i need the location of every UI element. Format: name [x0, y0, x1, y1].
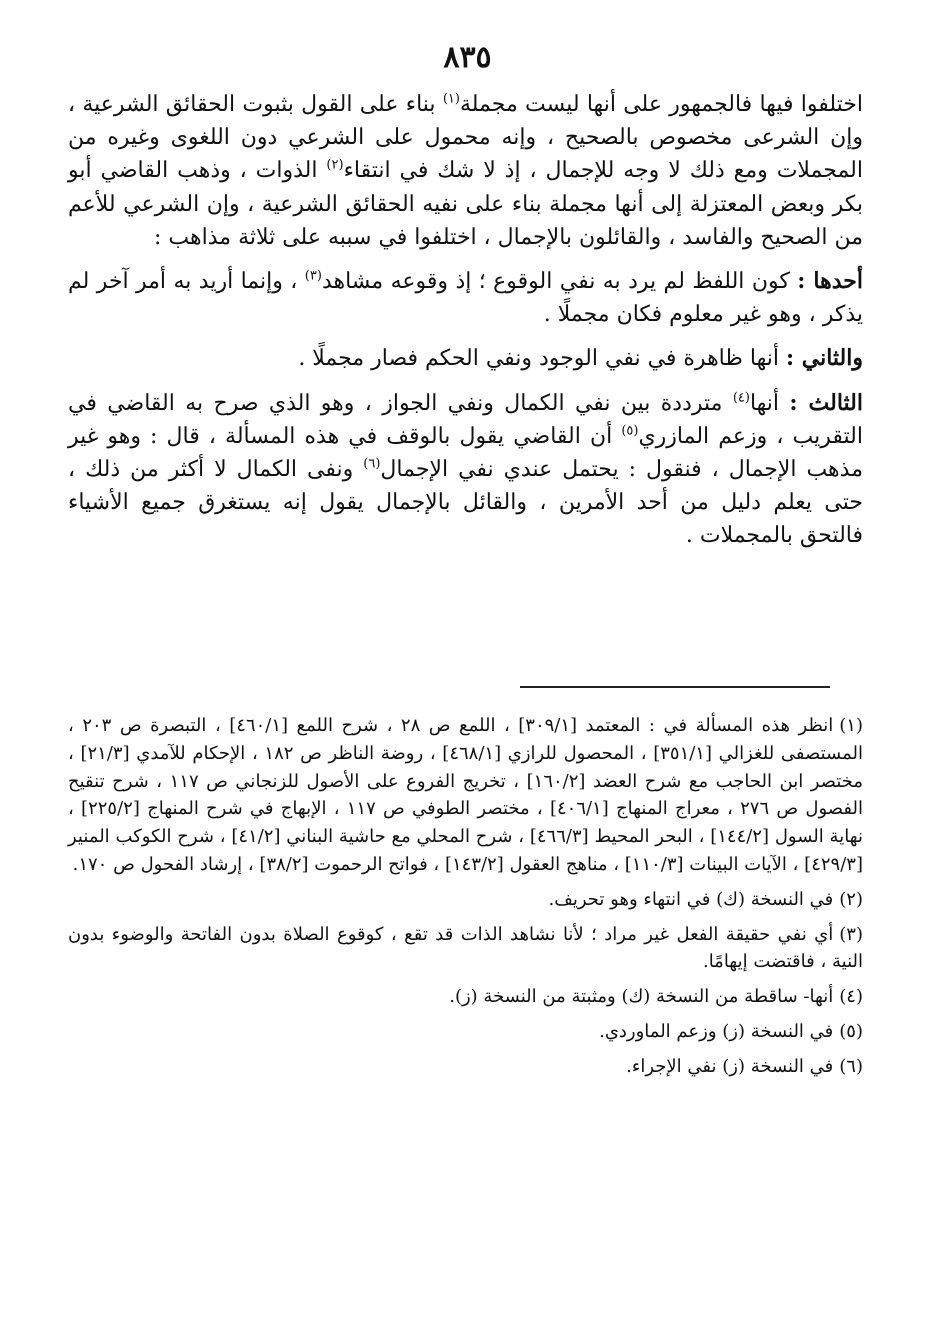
third-opinion-paragraph: الثالث : أنها$^{(٤)}$ مترددة بين نفي الكمال ونفي الجواز ، وهو الذي صرح به القاضي في التقريب ، وزعم المازري$^{(٥)}$ أن القاضي يقول بالوقف في هذه المسألة ، قال : وهو غير مذهب الإجمال ، فنقول : يحتمل عندي نفي الإجمال$^{(٦)}$ ونفى الكمال لا أكثر من ذلك ، حتى يعلم دليل من أحد الأمرين ، والقائل بالإجمال يقول إنه يستغرق جميع الأشياء فالتحق بالمجملات .	[68, 389, 863, 549]
footnote-number: (٤)	[839, 986, 863, 1008]
footnote-1	[68, 712, 863, 879]
footnote-text: أنها- ساقطة من النسخة (ك) ومثبتة من النسخة (ز).	[449, 986, 834, 1008]
third-opinion-lead: الثالث :	[789, 389, 863, 416]
footnote-4	[68, 983, 863, 1011]
footnote-text: في النسخة (ز) نفي الإجراء.	[626, 1055, 834, 1077]
page-number: ٨٣٥	[443, 40, 492, 75]
second-opinion-paragraph: والثاني : أنها ظاهرة في نفي الوجود ونفي الحكم فصار مجملًا .	[298, 345, 863, 372]
second-opinion-lead: والثاني :	[785, 345, 863, 372]
footnote-6	[68, 1053, 863, 1081]
footnote-2	[68, 886, 863, 914]
footnote-text: انظر هذه المسألة في : المعتمد [٣٠٩/١] ، اللمع ص ٢٨ ، شرح اللمع [٤٦٠/١] ، التبصرة ص ٢٠٣ ، المستصفى للغزالي [٣٥١/١] ، المحصول للرازي [٤٦٨/١] ، روضة الناظر ص ١٨٢ ، الإحكام للآمدي [٢١/٣] ، مختصر ابن الحاجب مع شرح العضد [١٦٠/٢] ، تخريج الفروع على الأصول للزنجاني ص ١١٧ ، شرح تنقيح الفصول ص ٢٧٦ ، معراج المنهاج [٤٠٦/١] ، مختصر الطوفي ص ١١٧ ، الإبهاج في شرح المنهاج [٢٢٥/٢] ، نهاية السول [١٤٤/٢] ، البحر المحيط [٤٦٦/٣] ، شرح المحلي مع حاشية البناني [٤١/٢] ، شرح الكوكب المنير [٤٢٩/٣] ، الآيات البينات [١١٠/٣] ، مناهج العقول [١٤٣/٢] ، فواتح الرحموت [٣٨/٢] ، إرشاد الفحول ص ١٧٠.	[68, 715, 863, 875]
footnote-number: (٦)	[839, 1055, 863, 1077]
footnote-number: (٣)	[839, 923, 863, 945]
footnote-ref-2[interactable]: (٢)	[326, 158, 344, 174]
footnote-number: (٢)	[839, 888, 863, 910]
footnote-number: (١)	[839, 715, 863, 736]
first-opinion-lead: أحدها :	[797, 268, 863, 295]
footnote-3	[68, 921, 863, 977]
footnote-text: في النسخة (ك) في انتهاء وهو تحريف.	[548, 888, 834, 910]
footnote-number: (٥)	[839, 1020, 863, 1042]
footnotes-section	[68, 712, 863, 1088]
footnote-text: في النسخة (ز) وزعم الماوردي.	[599, 1020, 834, 1042]
footnote-text: أي نفي حقيقة الفعل غير مراد ؛ لأنا نشاهد الذات قد تقع ، كوقوع الصلاة بدون الفاتحة والوضوء بدون النية ، فاقتضت إيهامًا.	[68, 923, 863, 973]
footnote-5	[68, 1018, 863, 1046]
footnote-divider	[520, 686, 830, 688]
footnote-ref-1[interactable]: (١)	[442, 91, 460, 107]
footnote-ref-3[interactable]: (٣)	[304, 268, 322, 284]
main-text	[68, 88, 863, 553]
intro-paragraph: اختلفوا فيها فالجمهور على أنها ليست مجملة$^{(١)}$ بناء على القول بثبوت الحقائق الشرعية ، وإن الشرعى مخصوص بالصحيح ، وإنه محمول على الشرعي دون اللغوى وغيره من المجملات ومع ذلك لا وجه للإجمال ، إذ لا شك في انتقاء$^{(٢)}$ الذوات ، وذهب القاضي أبو بكر وبعض المعتزلة إلى أنها مجملة بناء على نفيه الحقائق الشرعية ، وإن الشرعي للأعم من الصحيح والفاسد ، والقائلون بالإجمال ، اختلفوا في سببه على ثلاثة مذاهب :	[68, 91, 863, 250]
footnote-ref-6[interactable]: (٦)	[363, 456, 381, 472]
footnote-ref-5[interactable]: (٥)	[621, 423, 639, 439]
footnote-ref-4[interactable]: (٤)	[732, 390, 750, 406]
first-opinion-paragraph: أحدها : كون اللفظ لم يرد به نفي الوقوع ؛ إذ وقوعه مشاهد$^{(٣)}$ ، وإنما أريد به أمر آخر لم يذكر ، وهو غير معلوم فكان مجملًا .	[68, 268, 863, 328]
